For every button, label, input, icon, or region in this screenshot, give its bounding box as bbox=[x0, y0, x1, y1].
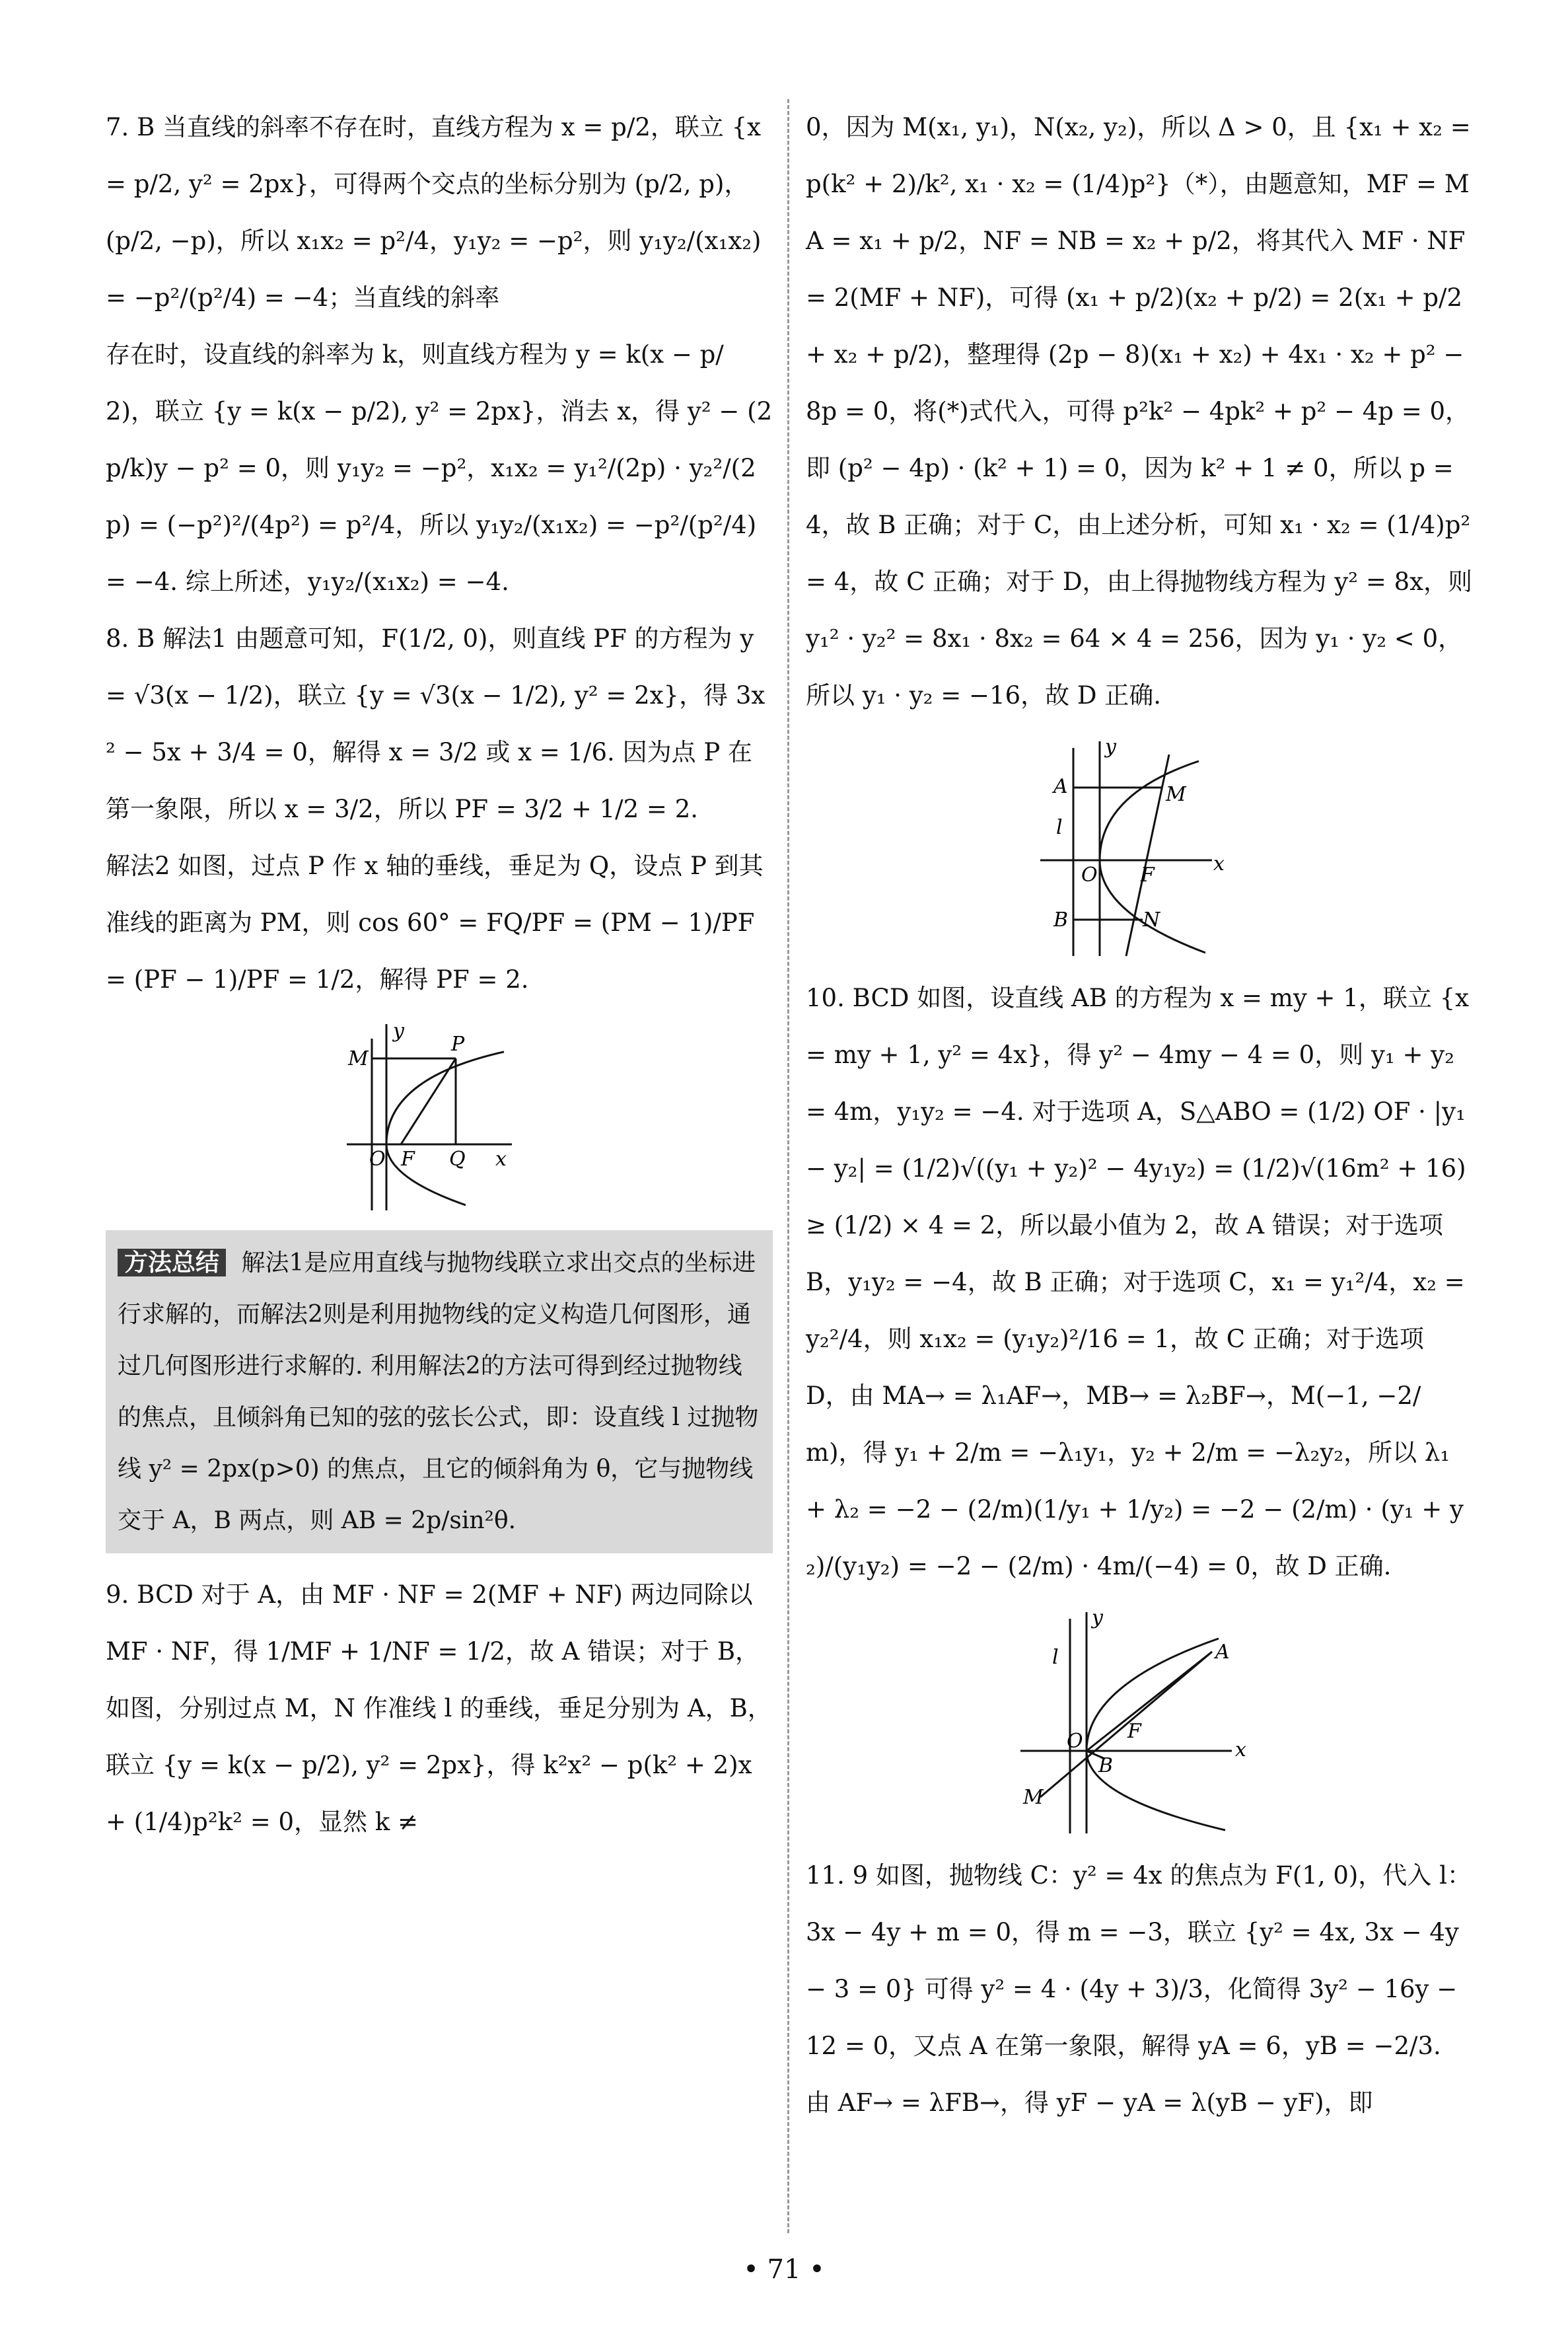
solution-9-part2: 0，因为 M(x₁, y₁)，N(x₂, y₂)，所以 Δ > 0，且 {x₁ + x₂ = p(k² + 2)/k², x₁ · x₂ = (1/4)p²}（*），由题意知，MF = MA = x₁ + p/2，NF = NB = x₂ + p/2，将其代入 MF · NF = 2(MF + NF)，可得 (x₁ + p/2)(x₂ + p/2) = 2(x₁ + p/2 + x₂ + p/2)，整理得 (2p − 8)(x₁ + x₂) + 4x₁ · x₂ + p² − 8p = 0，将(*)式代入，可得 p²k² − 4pk² + p² − 4p = 0，即 (p² − 4p) · (k² + 1) = 0，因为 k² + 1 ≠ 0，所以 p = 4，故 B 正确；对于 C，由上述分析，可知 x₁ · x₂ = (1/4)p² = 4，故 C 正确；对于 D，由上得抛物线方程为 y² = 8x，则 y₁² · y₂² = 8x₁ · 8x₂ = 64 × 4 = 256，因为 y₁ · y₂ < 0，所以 y₁ · y₂ = −16，故 D 正确. bbox=[806, 113, 1472, 710]
figure-2-svg bbox=[1034, 735, 1245, 959]
figure-parabola-pf bbox=[340, 1019, 538, 1217]
label-f: F bbox=[401, 1148, 415, 1171]
label-y: y bbox=[393, 1019, 404, 1043]
figure-parabola-mn bbox=[1034, 735, 1245, 959]
solution-7-part2: 存在时，设直线的斜率为 k，则直线方程为 y = k(x − p/2)，联立 {y = k(x − p/2), y² = 2px}，消去 x，得 y² − (2p/k)y − p² = 0，则 y₁y₂ = −p²，x₁x₂ = y₁²/(2p) · y₂²/(2p) = (−p²)²/(4p²) = p²/4，所以 y₁y₂/(x₁x₂) = −p²/(p²/4) = −4. 综上所述，y₁y₂/(x₁x₂) = −4. bbox=[106, 340, 773, 596]
label-o: O bbox=[1067, 1730, 1083, 1753]
column-divider bbox=[787, 99, 789, 2233]
solution-8-method1: 8. B 解法1 由题意可知，F(1/2, 0)，则直线 PF 的方程为 y = √3(x − 1/2)，联立 {y = √3(x − 1/2), y² = 2x}，得 3x² − 5x + 3/4 = 0，解得 x = 3/2 或 x = 1/6. 因为点 P 在第一象限，所以 x = 3/2，所以 PF = 3/2 + 1/2 = 2. bbox=[106, 624, 766, 823]
label-x: x bbox=[1235, 1738, 1246, 1761]
solution-10: 10. BCD 如图，设直线 AB 的方程为 x = my + 1，联立 {x = my + 1, y² = 4x}，得 y² − 4my − 4 = 0，则 y₁ + y₂ = 4m，y₁y₂ = −4. 对于选项 A，S△ABO = (1/2) OF · |y₁ − y₂| = (1/2)√((y₁ + y₂)² − 4y₁y₂) = (1/2)√(16m² + 16) ≥ (1/2) × 4 = 2，所以最小值为 2，故 A 错误；对于选项 B，y₁y₂ = −4，故 B 正确；对于选项 C，x₁ = y₁²/4，x₂ = y₂²/4，则 x₁x₂ = (y₁y₂)²/16 = 1，故 C 正确；对于选项 D，由 MA→ = λ₁AF→，MB→ = λ₂BF→，M(−1, −2/m)，得 y₁ + 2/m = −λ₁y₁，y₂ + 2/m = −λ₂y₂，所以 λ₁ + λ₂ = −2 − (2/m)(1/y₁ + 1/y₂) = −2 − (2/m) · (y₁ + y₂)/(y₁y₂) = −2 − (2/m) · 4m/(−4) = 0，故 D 正确. bbox=[806, 984, 1470, 1580]
label-b: B bbox=[1053, 908, 1069, 932]
label-l: l bbox=[1056, 816, 1063, 839]
label-l: l bbox=[1052, 1646, 1059, 1669]
label-m: M bbox=[1023, 1786, 1044, 1809]
page-number: • 71 • bbox=[743, 2254, 825, 2285]
label-y: y bbox=[1092, 1606, 1103, 1629]
label-y: y bbox=[1105, 735, 1116, 758]
label-x: x bbox=[1213, 852, 1225, 875]
label-o: O bbox=[1081, 864, 1098, 887]
method-summary-text: 解法1是应用直线与抛物线联立求出交点的坐标进行求解的，而解法2则是利用抛物线的定义构造几何图形，通过几何图形进行求解的. 利用解法2的方法可得到经过抛物线的焦点，且倾斜角已知的弦的弦长公式，即：设直线 l 过抛物线 y² = 2px(p>0) 的焦点，且它的倾斜角为 θ，它与抛物线交于 A，B 两点，则 AB = 2p/sin²θ. bbox=[118, 1249, 759, 1534]
solution-11: 11. 9 如图，抛物线 C：y² = 4x 的焦点为 F(1, 0)，代入 l：3x − 4y + m = 0，得 m = −3，联立 {y² = 4x, 3x − 4y − 3 = 0} 可得 y² = 4 · (4y + 3)/3，化简得 3y² − 16y − 12 = 0，又点 A 在第一象限，解得 yA = 6，yB = −2/3. 由 AF→ = λFB→，得 yF − yA = λ(yB − yF)，即 bbox=[806, 1861, 1472, 2117]
label-q: Q bbox=[449, 1148, 466, 1171]
label-x: x bbox=[495, 1148, 507, 1171]
figure-1-svg bbox=[340, 1019, 538, 1217]
left-column bbox=[106, 99, 773, 1851]
right-column bbox=[806, 99, 1473, 2131]
label-a: A bbox=[1053, 775, 1068, 798]
label-p: P bbox=[451, 1033, 465, 1056]
label-o: O bbox=[369, 1148, 386, 1171]
line-ab bbox=[1040, 1652, 1212, 1797]
method-summary-tag: 方法总结 bbox=[118, 1249, 226, 1276]
label-f: F bbox=[1141, 864, 1155, 887]
label-b: B bbox=[1098, 1754, 1114, 1777]
label-a: A bbox=[1215, 1641, 1230, 1664]
segment-pf bbox=[401, 1058, 456, 1144]
solution-8-method2: 解法2 如图，过点 P 作 x 轴的垂线，垂足为 Q，设点 P 到其准线的距离为 PM，则 cos 60° = FQ/PF = (PM − 1)/PF = (PF − 1)/PF = 1/2，解得 PF = 2. bbox=[106, 852, 764, 994]
segment-oa bbox=[1087, 1652, 1212, 1751]
label-f: F bbox=[1127, 1720, 1141, 1743]
solution-7-part1: 7. B 当直线的斜率不存在时，直线方程为 x = p/2，联立 {x = p/2, y² = 2px}，可得两个交点的坐标分别为 (p/2, p)，(p/2, −p)，所以 x₁x₂ = p²/4，y₁y₂ = −p²，则 y₁y₂/(x₁x₂) = −p²/(p²/4) = −4；当直线的斜率 bbox=[106, 113, 762, 312]
figure-3-svg bbox=[1014, 1605, 1265, 1837]
label-m: M bbox=[348, 1047, 369, 1070]
method-summary-box bbox=[106, 1230, 773, 1553]
solution-9-part1: 9. BCD 对于 A，由 MF · NF = 2(MF + NF) 两边同除以 MF · NF，得 1/MF + 1/NF = 1/2，故 A 错误；对于 B，如图，分别过点 M，N 作准线 l 的垂线，垂足分别为 A，B，联立 {y = k(x − p/2), y² = 2px}，得 k²x² − p(k² + 2)x + (1/4)p²k² = 0，显然 k ≠ bbox=[106, 1580, 772, 1836]
label-n: N bbox=[1143, 908, 1160, 932]
figure-parabola-ab bbox=[1014, 1605, 1265, 1837]
label-m: M bbox=[1166, 783, 1186, 806]
